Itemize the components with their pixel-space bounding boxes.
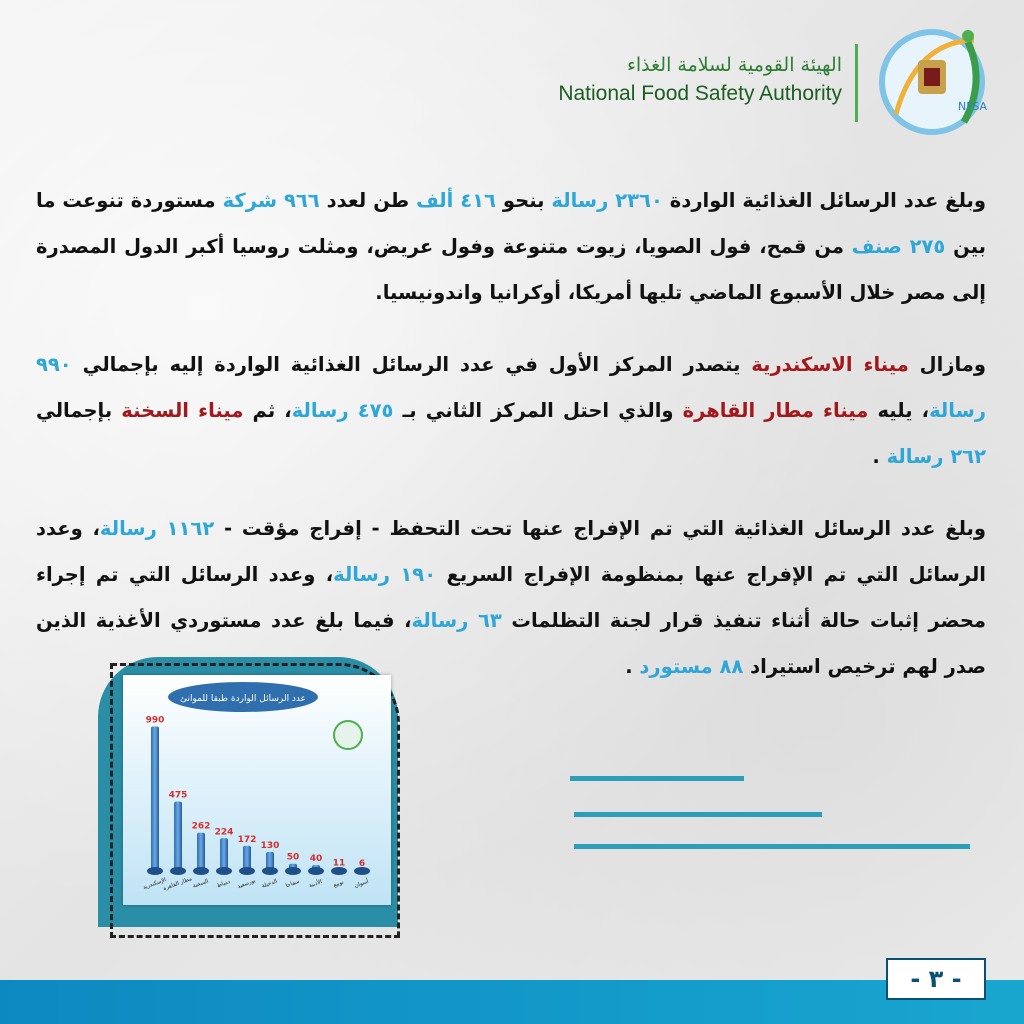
bar-value-label: 172 [237,834,257,845]
report-text [36,178,986,716]
bar-base [308,867,324,875]
category-label: نويبع [332,879,345,889]
text-run: ، فيما بلغ عدد مستوردي الأغذية الذين صدر لهم ترخيص استيراد [36,609,986,678]
header [514,22,994,132]
text-run: مستوردة تنوعت ما بين [36,189,986,258]
bar-base [239,867,255,875]
text-run: ، يليه [868,399,930,422]
text-run: ميناء السخنة [121,399,244,422]
text-run: ميناء مطار القاهرة [682,399,869,422]
bar-value-label: 6 [358,859,366,870]
bar-value-label: 130 [260,841,280,852]
chart-logo-icon [334,721,362,749]
text-run: ، ثم [243,399,292,422]
category-label: سفاجا [284,878,301,890]
text-run: . [625,655,640,678]
bar-base [170,867,186,875]
text-run: ٤١٦ ألف [416,189,496,212]
bar [220,838,228,871]
text-run: ٢٧٥ صنف [851,235,946,258]
org-name-en: National Food Safety Authority [558,82,842,105]
category-label: مطار القاهرة [162,876,193,893]
deco-line-1 [570,776,744,781]
text-run: ١١٦٢ رسالة [99,517,215,540]
text-run: يتصدر المركز الأول في عدد الرسائل الغذائية الواردة إليه بإجمالي [71,353,752,376]
bar [197,833,205,871]
category-label: السخنة [191,878,210,890]
text-run: ٩٦٦ شركة [222,189,320,212]
text-run: ميناء الاسكندرية [751,353,909,376]
text-run: من قمح، فول الصويا، زيوت متنوعة وفول عريض، ومثلت روسيا أكبر الدول المصدرة إلى مصر خلال الأسبوع الماضي تليها أمريكا، أوكرانيا واندونيسيا. [36,235,986,304]
ports-bar-chart [123,675,391,905]
bar-value-label: 475 [168,790,188,801]
bar-value-label: 40 [309,854,323,865]
footer-bar [0,980,1024,1024]
text-run: ٢٦٢ رسالة [886,445,986,468]
chart-card [123,675,391,905]
logo-badge: NFSA [958,100,988,113]
bar-base [285,867,301,875]
text-run: ، وعدد الرسائل التي تم الإفراج عنها بمنظومة الإفراج السريع [36,517,986,586]
decorative-lines [570,776,970,856]
org-name-ar: الهيئة القومية لسلامة الغذاء [626,54,842,76]
text-run: بإجمالي [36,399,122,422]
text-run: . [872,445,887,468]
paragraph-ports [36,342,986,480]
bar [174,802,182,871]
text-run: وبلغ عدد الرسائل الغذائية الواردة [662,189,986,212]
text-run: والذي احتل المركز الثاني بـ [393,399,683,422]
brand-divider [855,44,858,122]
category-label: الأدبية [308,878,323,890]
bar [151,726,159,871]
category-label: بورسعيد [236,878,257,891]
page-number: - ٣ - [886,958,986,1000]
text-run: ٩٩٠ رسالة [36,353,986,422]
bar-base [216,867,232,875]
category-label: دمياط [216,878,232,890]
deco-line-2 [574,812,822,817]
deco-line-3 [574,844,970,849]
category-label: الدخيلة [261,878,279,890]
chart-frame [98,657,408,947]
text-run: بنحو [495,189,552,212]
bar-value-label: 50 [286,852,300,863]
bar-value-label: 262 [191,821,211,832]
bar-value-label: 990 [145,715,165,726]
bar-base [147,867,163,875]
bar-value-label: 224 [214,827,234,838]
text-run: ٨٨ مستورد [639,655,744,678]
category-label: الإسكندرية [142,877,167,891]
text-run: ومازال [908,353,986,376]
text-run: وبلغ عدد الرسائل الغذائية التي تم الإفراج عنها تحت التحفظ - إفراج مؤقت - [214,517,986,540]
bar-value-label: 11 [332,858,346,869]
text-run: ٦٣ رسالة [411,609,502,632]
category-label: أسوان [353,878,370,890]
paragraph-imports [36,178,986,316]
text-run: ٢٣٦٠ رسالة [551,189,663,212]
text-run: طن لعدد [319,189,417,212]
text-run: ، وعدد الرسائل التي تم إجراء محضر إثبات حالة أثناء تنفيذ قرار لجنة التظلمات [36,563,986,632]
bar-base [193,867,209,875]
nfsa-logo-icon [876,22,994,140]
text-run: ١٩٠ رسالة [333,563,437,586]
text-run: ٤٧٥ رسالة [291,399,394,422]
chart-title: عدد الرسائل الواردة طبقا للموانئ [179,694,307,704]
bar-base [262,867,278,875]
